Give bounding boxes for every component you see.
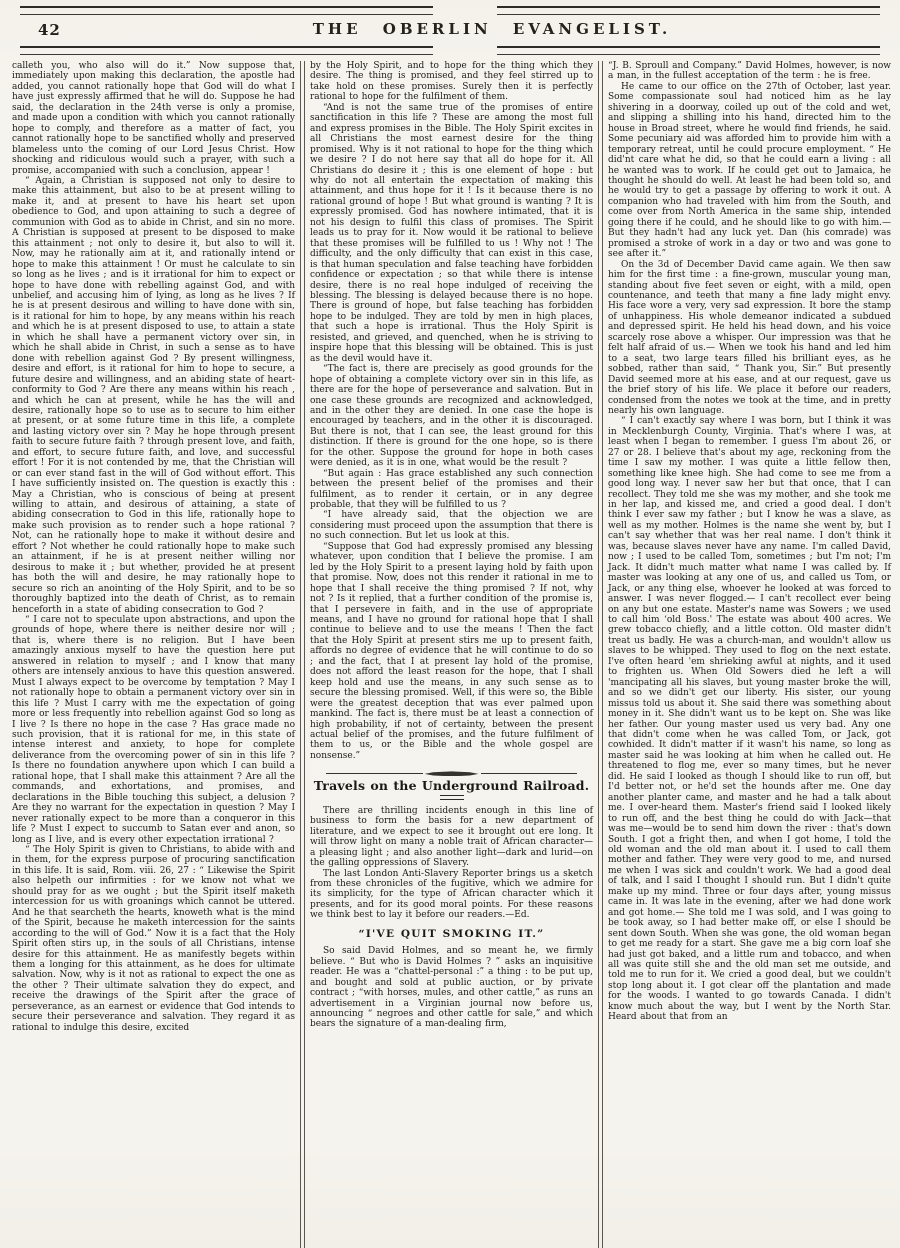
paper-title: THE OBERLIN EVANGELIST. [312, 20, 672, 38]
paragraph: “The fact is, there are precisely as good grounds for the hope of obtaining a complete victory over sin in this life, as there are for the hope of perseverance and salvation. But in one case these grounds are recognized and acknowledged, and in the other they are denied. In one case the hope is encouraged by teachers, and in the other it is discouraged. But there is not, that I can see, the least ground for this distinction. If there is ground for the one hope, so is there for the other. Suppose the ground for hope in both cases were denied, as it is in one, what would be the result ? [310, 364, 593, 469]
article-subheading: “I'VE QUIT SMOKING IT.” [358, 927, 545, 940]
column-2 [310, 61, 593, 1248]
masthead [20, 15, 880, 46]
paragraph: “Suppose that God had expressly promised any blessing whatever, upon condition that I believe the promise. I am led by the Holy Spirit to a present laying hold by faith upon that promise. Now, does not this render it rational in me to hope that I shall receive the thing promised ? If not, why not ? Is it replied, that a further condition of the promise is, that I persevere in faith, and in the use of appropriate means, and I have no ground for rational hope that I shall continue to believe and to use the means ! Then the fact that the Holy Spirit at present stirs me up to present faith, affords no degree of evidence that he will continue to do so ; and the fact, that I at present lay hold of the promise, does not afford the least reason for the hope, that I shall keep hold and use the means, in any such sense as to secure the blessing promised. Well, if this were so, the Bible were the greatest deception that was ever palmed upon mankind. The fact is, there must be at least a connection of high probability, if not of certainty, between the present actual belief of the promises, and the future fulfilment of them to us, or the Bible and the whole gospel are nonsense.” [310, 541, 593, 761]
column-1 [12, 61, 295, 1248]
bottom-rule-right-segment [497, 46, 880, 55]
paragraph: On the 3d of December David came again. We then saw him for the first time : a fine-grown, muscular young man, standing about five feet seven or eight, with a mild, open countenance, and teeth that many a fine lady might envy. His face wore a very, very sad expression. It bore the stamp of unhappiness. His whole demeanor indicated a subdued and depressed spirit. He held his head down, and his voice scarcely rose above a whisper. Our impression was that he felt half afraid of us.— When we took his hand and led him to a seat, two large tears filled his brilliant eyes, as he sobbed, rather than said, “ Thank you, Sir.” But presently David seemed more at his ease, and at our request, gave us the brief story of his life. We place it before our readers, condensed from the notes we took at the time, and in pretty nearly his own language. [608, 259, 891, 416]
paragraph: He came to our office on the 27th of October, last year. Some compassionate soul had noticed him as he lay shivering in a doorway, coiled up out of the cold and wet, and slipping a shilling into his hand, directed him to the house in Broad street, where he would find friends, he said. Some pecuniary aid was afforded him to provide him with a temporary retreat, until he could procure employment. “ He did'nt care what he did, so that he could earn a living : all he wanted was to work. If he could get out to Jamaica, he thought he should do well. At least he had been told so, and he would try to get a passage by offering to work it out. A companion who had traveled with him from the South, and come over from North America in the same ship, intended going there if he could, and he should like to go with him.— But they hadn't had any luck yet. Dan (his comrade) was promised a stroke of work in a day or two and was gone to see after it.” [608, 81, 891, 260]
paragraph: “ I care not to speculate upon abstractions, and upon the grounds of hope, where there is neither desire nor will ; that is, where there is no religion. But I have been amazingly anxious myself to have the question here put answered in relation to myself ; and I know that many others are intensely anxious to have this question answered. Must I always expect to be overcome by temptation ? May I not rationally hope to obtain a permanent victory over sin in this life ? Must I carry with me the expectation of going more or less frequently into rebellion against God so long as I live ? Is there no hope in the case ? Has grace made no such provision, that it is rational for me, in this state of intense interest and anxiety, to hope for complete deliverance from the overcoming power of sin in this life ? Is there no foundation anywhere upon which I can build a rational hope, that I shall make this attainment ? Are all the commands, and exhortations, and promises, and declarations in the Bible touching this subject, a delusion ? Are they no warrant for the expectation in question ? May I never rationally expect to be more than a conqueror in this life ? Must I expect to succumb to Satan ever and anon, so long as I live, and is every other expectation irrational ? [12, 615, 295, 845]
column-divider-rule-2 [598, 61, 603, 1248]
paragraph: The last London Anti-Slavery Reporter brings us a sketch from these chronicles of the fugitive, which we admire for its simplicity, for the type of African character which it presents, and for its good moral points. For these reasons we think best to lay it before our readers.—Ed. [310, 868, 593, 921]
header-bottom-double-rule [20, 46, 880, 55]
paragraph: “J. B. Sproull and Company.” David Holmes, however, is now a man, in the fullest acceptation of the term : he is free. [608, 61, 891, 82]
page-number: 42 [38, 21, 61, 39]
heading-underline-rule [440, 795, 464, 800]
ornament-lens-icon [425, 771, 479, 776]
paragraph: by the Holy Spirit, and to hope for the thing which they desire. The thing is promised, and they feel stirred up to take hold on these promises. Surely then it is perfectly rational to hope for the fulfilment of them. [310, 61, 593, 103]
paragraph: “ I can't exactly say where I was born, but I think it was in Mecklenburgh County, Virginia. That's where I was, at least when I began to remember. I guess I'm about 26, or 27 or 28. I believe that's about my age, reckoning from the time I saw my mother. I was quite a little fellow then, something like knee high. She had come to see me from a good long way. I never saw her but that once, that I can recollect. They told me she was my mother, and she took me in her lap, and kissed me, and cried a good deal. I don't think I ever saw my father ; but I know he was a slave, as well as my mother. Holmes is the name she went by, but I can't say whether that was her real name. I don't think it was, because slaves never have any name. I'm called David, now ; I used to be called Tom, sometimes ; but I'm not; I'm Jack. It didn't much matter what name I was called by. If master was looking at any one of us, and called us Tom, or Jack, or any thing else, whoever he looked at was forced to answer. I was never flogged.— I can't recollect ever being on any but one estate. Master's name was Sowers ; we used to call him ‘old Boss.' The estate was about 400 acres. We grew tobacco chiefly, and a little cotton. Old master didn't treat us badly. He was a church-man, and wouldn't allow us slaves to be whipped. They used to flog on the next estate. I've often heard 'em shrieking awful at nights, and it used to frighten us. When Old Sowers died he left a will 'mancipating all his slaves, but young master broke the will, and so we didn't get our liberty. His sister, our young missus told us about it. She said there was something about money in it. She didn't want us to be kept on. She was like her father. Our young master used us very bad. Any one that didn't come when he was called Tom, or Jack, got cowhided. It didn't matter if it wasn't his name, so long as master said he was looking at him when he called out. He threatened to flog me, ever so many times, but he never did. He said I looked as though I should like to run off, but I'd better not, or he'd set the hounds after me. One day another planter came, and master and he had a talk about me. I over-heard them. Master's friend said I looked likely to run off, and the best thing he could do with Jack—that was me—would be to send him down the river : that's down South. I got a fright then, and when I got home, I told the old woman and the old man about it. I used to call them mother and father. They were very good to me, and nursed me when I was sick and couldn't work. We had a good deal of talk, and I said I thought I should run. But I didn't quite make up my mind. Three or four days after, young missus came in. It was late in the evening, after we had done work and got home.— She told me I was sold, and I was going to be took away, so I had better make off, or else I should be sent down South. When she was gone, the old woman began to get me ready for a start. She gave me a big corn loaf she had just got baked, and a little rum and tobacco, and when all was quite still she and the old man set me outside, and told me to run for it. We cried a good deal, but we couldn't stop long about it. I got clear off the plantation and made for the woods. I wanted to go towards Canada. I didn't know much about the way, but I went by the North Star. Heard about that from an [608, 416, 891, 1023]
paragraph: “ The Holy Spirit is given to Christians, to abide with and in them, for the express purpose of procuring sanctification in this life. It is said, Rom. viii. 26, 27 : “ Likewise the Spirit also helpeth our infirmities : for we know not what we should pray for as we ought ; but the Spirit itself maketh intercession for us with groanings which cannot be uttered. And he that searcheth the hearts, knoweth what is the mind of the Spirit, because he maketh intercession for the saints according to the will of God.” Now it is a fact that the Holy Spirit often stirs up, in the souls of all Christians, intense desire for this attainment. He as manifestly begets within them a longing for this attainment, as he does for ultimate salvation. Now, why is it not as rational to expect the one as the other ? Their ultimate salvation they do expect, and receive the drawings of the Spirit after the grace of perseverance, as an earnest or evidence that God intends to secure their perseverance and salvation. They regard it as rational to indulge this desire, excited [12, 844, 295, 1033]
paragraph: “I have already said, that the objection we are considering must proceed upon the assumption that there is no such connection. But let us look at this. [310, 510, 593, 542]
top-rule-left-segment [20, 6, 433, 15]
column-3 [608, 61, 891, 1248]
section-divider-ornament [326, 771, 577, 776]
paragraph: calleth you, who also will do it.” Now suppose that, immediately upon making this declaration, the apostle had added, you cannot rationally hope that God will do what I have just expressly affirmed that he will do. Suppose he had said, the declaration in the 24th verse is only a promise, and made upon a condition with which you cannot rationally hope to comply, and therefore as a matter of fact, you cannot rationally hope to be sanctified wholly and preserved blameless unto the coming of our Lord Jesus Christ. How shocking and ridiculous would such a prayer, with such a promise, accompanied with such a conclusion, appear ! [12, 61, 295, 176]
bottom-rule-left-segment [20, 46, 433, 55]
paragraph: So said David Holmes, and so meant he, we firmly believe. “ But who is David Holmes ? ” asks an inquisitive reader. He was a “chattel-personal :” a thing : to be put up, and bought and sold at public auction, or by private contract ; “with horses, mules, and other cattle,” as runs an advertisement in a Virginian journal now before us, announcing “ negroes and other cattle for sale,” and which bears the signature of a man-dealing firm, [310, 946, 593, 1030]
page-header [0, 0, 900, 55]
column-divider-rule-1 [300, 61, 305, 1248]
paragraph: “ Again, a Christian is supposed not only to desire to make this attainment, but also to be at present willing to make it, and at present to have his heart set upon obedience to God, and upon attaining to such a degree of communion with God as to abide in Christ, and sin no more. A Christian is supposed at present to be disposed to make this attainment ; not only to desire it, but also to will it. Now, may he rationally aim at it, and rationally intend or hope to make this attainment ! Or must he calculate to sin so long as he lives ; and is it irrational for him to expect or hope to have done with rebelling against God, and with unbelief, and accusing him of lying, as long as he lives ? If he is at present desirous and willing to have done with sin, is it rational for him to hope, by any means within his reach and which he is at present disposed to use, to attain a state in which he shall have a permanent victory over sin, in which he shall abide in Christ, in such a sense as to have done with rebellion against God ? By present willingness, desire and effort, is it rational for him to hope to secure, a future desire and willingness, and an abiding state of heart-conformity to God ? Are there any means within his reach , and which he can at present, while he has the will and desire, rationally hope so to use as to secure to him either at present, or at some future time in this life, a complete and lasting victory over sin ? May he hope through present faith to secure future faith ? through present love, and faith, and effort, to secure future faith, and love, and successful effort ! For it is not contended by me, that the Christian will or can ever stand fast in the will of God without effort. This I have sufficiently insisted on. The question is exactly this : May a Christian, who is conscious of being at present willing to attain, and desirous of attaining, a state of abiding consecration to God in this life, rationally hope to make such provision as to render such a hope rational ? Not, can he rationally hope to make it without desire and effort ? Not whether he could rationally hope to make such an attainment, if he is at present neither willing nor desirous to make it ; but whether, provided he at present has both the will and desire, he may rationally hope to secure so rich an anointing of the Holy Spirit, and to be so thoroughly baptized into the death of Christ, as to remain henceforth in a state of abiding consecration to God ? [12, 175, 295, 615]
article-heading: Travels on the Underground Railroad. [313, 778, 590, 794]
paragraph: There are thrilling incidents enough in this line of business to form the basis for a new department of literature, and we expect to see it brought out ere long. It will throw light on many a noble trait of African character—a pleasing light ; and also another light—dark and lurid—on the galling oppressions of Slavery. [310, 805, 593, 869]
top-rule-right-segment [497, 6, 880, 15]
top-double-rule [20, 6, 880, 15]
paragraph: “But again : Has grace established any such connection between the present belief of the promises and their fulfilment, as to render it certain, or in any degree probable, that they will be fulfilled to us ? [310, 468, 593, 511]
column-container [0, 55, 900, 1248]
paragraph: “And is not the same true of the promises of entire sanctification in this life ? These are among the most full and express promises in the Bible. The Holy Spirit excites in all Christians the most earnest desire for the thing promised. Why is it not rational to hope for the thing which we desire ? I do not here say that all do hope for it. All Christians do desire it ; this is one element of hope : but why do not all entertain the expectation of making this attainment, and thus hope for it ! Is it because there is no rational ground of hope ! But what ground is wanting ? It is expressly promised. God has nowhere intimated, that it is not his design to fulfil this class of promises. The Spirit leads us to pray for it. Now would it be rational to believe that these promises will be fulfilled to us ! Why not ! The difficulty, and the only difficulty that can exist in this case, is that human speculation and false teaching have forbidden confidence or expectation ; so that while there is intense desire, there is no real hope indulged of receiving the blessing. The blessing is delayed because there is no hope. There is ground of hope, but false teaching has forbidden hope to be indulged. They are told by men in high places, that such a hope is irrational. Thus the Holy Spirit is resisted, and grieved, and quenched, when he is striving to inspire hope that this blessing will be obtained. This is just as the devil would have it. [310, 102, 593, 364]
